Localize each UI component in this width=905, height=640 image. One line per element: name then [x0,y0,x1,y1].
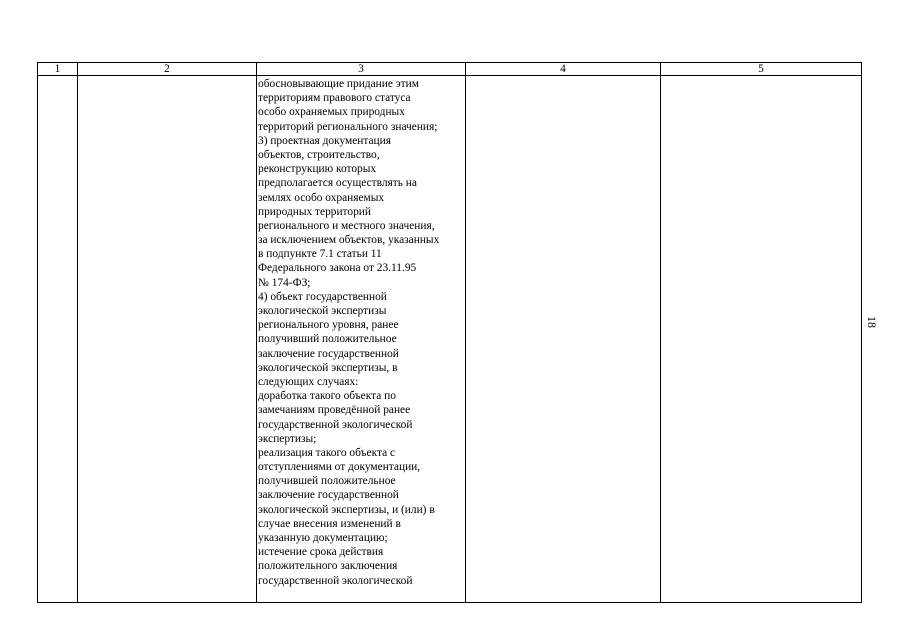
text-line: территорий регионального значения; [258,120,438,133]
text-line: отступлениями от документации, [258,461,421,474]
text-line: территориям правового статуса [258,92,411,105]
text-line: № 174-ФЗ; [258,276,311,289]
text-line: государственной экологической [258,418,413,431]
text-line: реализация такого объекта с [258,446,396,459]
table-row [38,76,862,603]
text-line: указанную документацию; [258,532,388,544]
cell-col-1 [38,76,78,603]
page-number: 18 [865,316,879,328]
text-line: регионального и местного значения, [258,219,435,232]
column-header-3: 3 [257,63,466,76]
text-line: экологической экспертизы, в [258,361,398,374]
text-line: заключение государственной [258,489,399,502]
text-line: заключение государственной [258,347,399,360]
text-line: государственной экологической [258,574,413,587]
column-header-4: 4 [466,63,661,76]
text-line: получивший положительное [258,333,397,346]
text-line: 4) объект государственной [258,290,387,303]
text-line: обосновывающие придание этим [258,78,419,90]
cell-col-3-text [257,76,465,588]
text-line: экспертизы; [258,432,317,445]
text-line: землях особо охраняемых [258,191,385,204]
text-line: 3) проектная документация [258,134,391,147]
text-line: замечаниям проведённой ранее [258,404,411,417]
text-line: Федерального закона от 23.11.95 [258,262,417,275]
column-header-2: 2 [78,63,257,76]
cell-col-4 [466,76,661,603]
text-line: экологической экспертизы [258,305,387,317]
document-table [37,62,862,603]
text-line: регионального уровня, ранее [258,319,399,332]
text-line: в подпункте 7.1 статьи 11 [258,248,382,261]
cell-col-5 [661,76,862,603]
column-header-1: 1 [38,63,78,76]
table-header-row [38,63,862,76]
text-line: за исключением объектов, указанных [258,234,440,247]
cell-col-3 [257,76,466,603]
text-line: предполагается осуществлять на [258,177,417,190]
text-line: доработка такого объекта по [258,390,396,403]
text-line: положительного заключения [258,560,398,573]
cell-col-2 [78,76,257,603]
text-line: экологической экспертизы, и (или) в [258,503,435,516]
text-line: объектов, строительство, [258,148,380,161]
text-line: природных территорий [258,205,371,218]
text-line: истечение срока действия [258,546,384,559]
text-line: получившей положительное [258,475,396,488]
text-line: реконструкцию которых [258,163,377,176]
text-line: особо охраняемых природных [258,106,405,119]
text-line: следующих случаях: [258,375,359,388]
text-line: случае внесения изменений в [258,517,401,530]
column-header-5: 5 [661,63,862,76]
